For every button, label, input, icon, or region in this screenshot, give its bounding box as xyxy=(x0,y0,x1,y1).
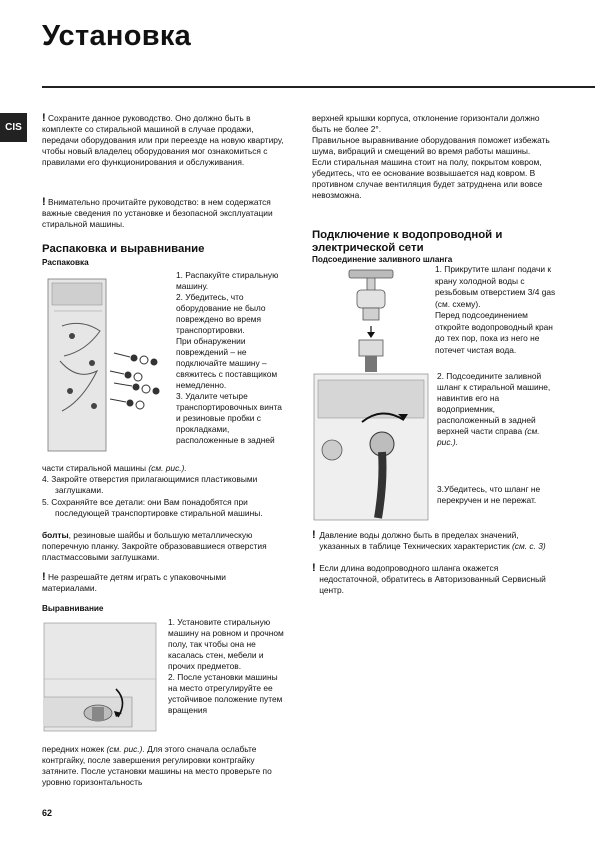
hose-step-1: 1. Прикрутите шланг подачи к крану холодной воды с резьбовым отверстием 3/4 gas (см. схему). Перед подсоединением откройте водопроводный кран до тех пор, пока из него не потечет чистая вода. xyxy=(435,264,556,355)
hose-step-2: 2. Подсоедините заливной шланг к стиральной машине, навинтив его на водоприемник, расположенный в задней верхней части справа (см. рис.). xyxy=(437,371,551,447)
hose-connection-figure xyxy=(312,372,430,522)
unpacking-step-4: 4. Закройте отверстия прилагающимися пластиковыми заглушками. xyxy=(42,474,258,495)
intro-para-1: ! Сохраните данное руководство. Оно должно быть в комплекте со стиральной машиной в случае продажи, передачи оборудования или при переезде на новую квартиру, чтобы новый владелец оборудования мог ознакомиться с правилами его функционирования и обслуживания. xyxy=(42,112,284,167)
exclamation-mark-icon: ! xyxy=(42,112,46,124)
exclamation-mark-icon: ! xyxy=(312,529,316,541)
unpacking-step-5: 5. Сохраняйте все детали: они Вам понадобятся при последующей транспортировке стиральной машины. xyxy=(42,497,263,518)
exclamation-mark-icon: ! xyxy=(312,562,316,574)
hose-step-3: 3.Убедитесь, что шланг не перекручен и не пережат. xyxy=(437,484,541,505)
exclamation-mark-icon: ! xyxy=(42,196,46,208)
exclamation-mark-icon: ! xyxy=(42,571,46,583)
page-number: 62 xyxy=(42,808,53,818)
unpacking-step-3-end: части стиральной машины (см. рис.). xyxy=(42,463,187,473)
pressure-warning: ! Давление воды должно быть в пределах значений, указанных в таблице Технических характеристик (см. с. 3) xyxy=(312,529,546,551)
language-tab: CIS xyxy=(0,113,27,142)
page-title: Установка xyxy=(42,20,192,52)
leveling-subheading: Выравнивание xyxy=(42,604,104,613)
unpacking-heading: Распаковка и выравнивание xyxy=(42,243,205,255)
leveling-steps: 1. Установите стиральную машину на ровном и прочном полу, так чтобы она не касалась стен, мебели и прочих предметов. 2. После установки машины на место отрегулируйте ее устойчивое положение путем вращения xyxy=(168,617,284,715)
unpacking-steps-1-3: 1. Распакуйте стиральную машину. 2. Убедитесь, что оборудование не было повреждено во время транспортировки. При обнаружении повреждений – не подключайте машину – свяжитесь с поставщиком немедленно. 3. Удалите четыре транспортировочных винта и резиновые пробки с прокладками, расположенные в задней xyxy=(176,270,282,445)
rear-panel-screws-figure xyxy=(42,271,172,461)
leveling-tail: передних ножек (см. рис.). Для этого сначала ослабьте контргайку, после завершения регулировки контргайку затяните. После установки машины на место проверьте по уровню горизонтальность xyxy=(42,744,272,787)
children-warning: ! Не разрешайте детям играть с упаковочными материалами. xyxy=(42,571,226,593)
leveling-feet-figure xyxy=(42,617,162,739)
hose-subheading: Подсоединение заливного шланга xyxy=(312,255,453,264)
water-tap-figure xyxy=(335,268,420,373)
unpacking-bolts-note: болты, резиновые шайбы и большую металлическую поперечную планку. Закройте образовавшиеся отверстия пластмассовыми заглушками. xyxy=(42,530,267,562)
unpacking-subheading: Распаковка xyxy=(42,258,89,267)
intro-para-2: ! Внимательно прочитайте руководство: в нем содержатся важные сведения по установке и безопасной эксплуатации стиральной машины. xyxy=(42,196,273,229)
connection-heading: Подключение к водопроводной и электрической сети xyxy=(312,229,503,254)
leveling-continued: верхней крышки корпуса, отклонение горизонтали должно быть не более 2°. Правильное выравнивание оборудования поможет избежать шума, вибраций и смещений во время работы машины. Если стиральная машина стоит на полу, покрытом ковром, убедитесь, что ее основание возвышается над ковром. В противном случае вентиляция будет затруднена или вовсе невозможна. xyxy=(312,113,550,200)
title-rule xyxy=(42,86,595,88)
hose-length-warning: ! Если длина водопроводного шланга окажется недостаточной, обратитесь в Авторизованный Сервисный центр. xyxy=(312,562,546,595)
